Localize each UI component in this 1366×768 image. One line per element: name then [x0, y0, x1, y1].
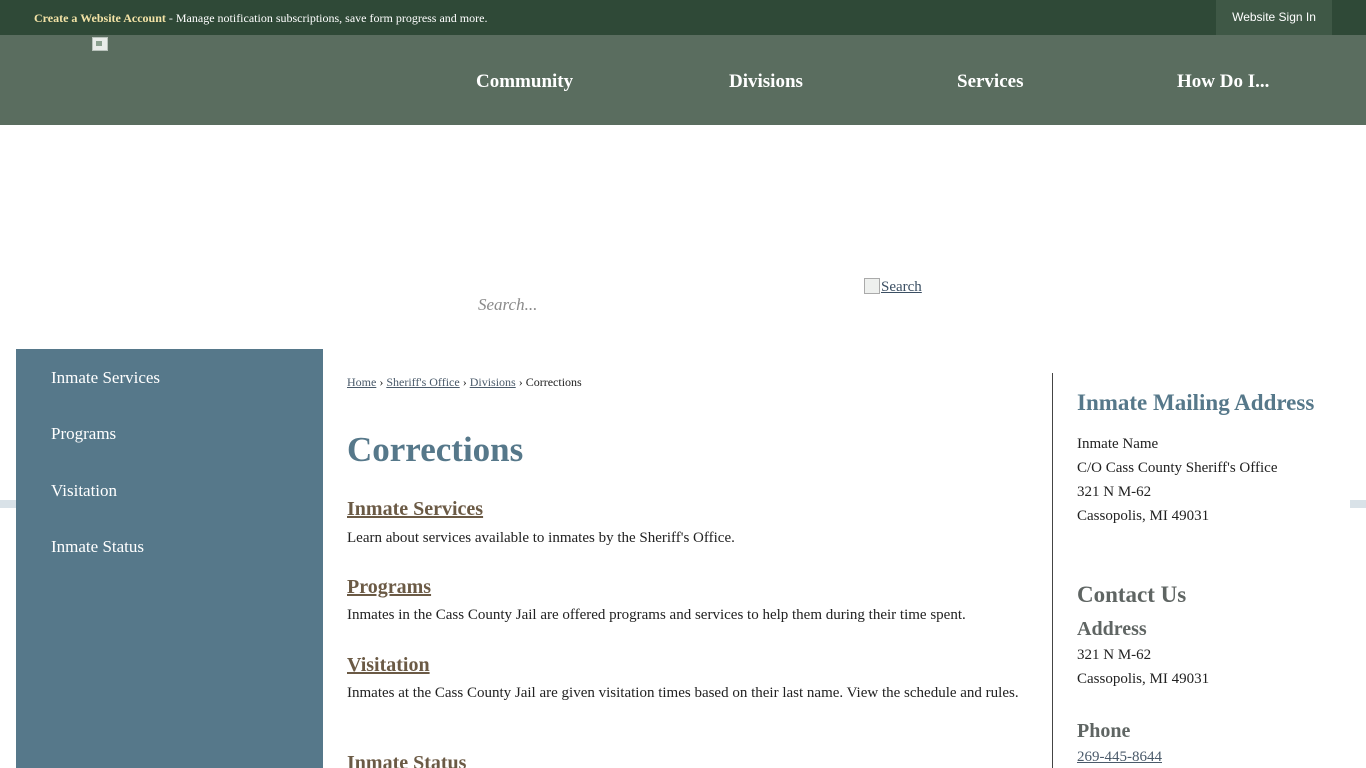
mailing-line: C/O Cass County Sheriff's Office [1077, 460, 1278, 476]
address-line: Cassopolis, MI 49031 [1077, 671, 1210, 687]
phone-label: Phone [1077, 720, 1131, 742]
search-input[interactable] [470, 288, 850, 322]
address-label: Address [1077, 618, 1147, 640]
breadcrumb-divisions[interactable]: Divisions [469, 375, 516, 389]
column-divider [1052, 373, 1053, 768]
phone-link[interactable]: 269-445-8644 [1077, 749, 1162, 765]
section-link-programs[interactable]: Programs [347, 576, 432, 598]
top-utility-bar [0, 0, 1366, 35]
website-sign-in-button[interactable]: Website Sign In [1216, 0, 1332, 35]
mailing-line: Cassopolis, MI 49031 [1077, 508, 1210, 524]
breadcrumb-home[interactable]: Home [347, 375, 377, 389]
section-description: Inmates in the Cass County Jail are offered programs and services to help them during their time spent. [347, 607, 966, 623]
section-description: Learn about services available to inmates by the Sheriff's Office. [347, 530, 735, 546]
breadcrumb-sheriffs-office[interactable]: Sheriff's Office [386, 375, 460, 389]
create-account-link[interactable]: Create a Website Account [34, 11, 166, 25]
decorative-strip-right [1350, 500, 1366, 508]
sidebar-nav [16, 349, 323, 768]
section-link-visitation[interactable]: Visitation [347, 654, 430, 676]
account-message [34, 11, 487, 26]
nav-item-divisions[interactable]: Divisions [729, 71, 803, 92]
nav-item-services[interactable]: Services [957, 71, 1024, 92]
nav-item-how-do-i[interactable]: How Do I... [1177, 71, 1270, 92]
site-logo-image[interactable] [92, 37, 108, 51]
main-navigation [0, 35, 1366, 125]
search-button-alt-text: Search [881, 279, 922, 295]
account-message-text: - Manage notification subscriptions, save form progress and more. [165, 11, 488, 25]
search-icon [864, 278, 880, 294]
mailing-line: Inmate Name [1077, 436, 1159, 452]
section-link-inmate-services[interactable]: Inmate Services [347, 498, 484, 520]
sidebar-item-programs[interactable]: Programs [51, 424, 117, 443]
breadcrumb-current: Corrections [525, 375, 582, 389]
sidebar-item-inmate-status[interactable]: Inmate Status [51, 537, 145, 556]
decorative-strip-left [0, 500, 16, 508]
breadcrumb-separator: › [515, 375, 526, 389]
page-title: Corrections [347, 430, 524, 469]
address-line: 321 N M-62 [1077, 647, 1152, 663]
sidebar-item-visitation[interactable]: Visitation [51, 481, 118, 500]
breadcrumb-separator: › [459, 375, 470, 389]
breadcrumb-separator: › [376, 375, 387, 389]
mailing-line: 321 N M-62 [1077, 484, 1152, 500]
contact-us-title: Contact Us [1077, 582, 1187, 607]
section-link-inmate-status[interactable]: Inmate Status [347, 752, 467, 768]
nav-item-community[interactable]: Community [476, 71, 574, 92]
breadcrumb [347, 375, 582, 390]
sidebar-item-inmate-services[interactable]: Inmate Services [51, 368, 161, 387]
section-description: Inmates at the Cass County Jail are given visitation times based on their last name. View the schedule and rules. [347, 685, 1019, 701]
mailing-address-title: Inmate Mailing Address [1077, 390, 1315, 415]
search-button[interactable] [864, 278, 922, 296]
